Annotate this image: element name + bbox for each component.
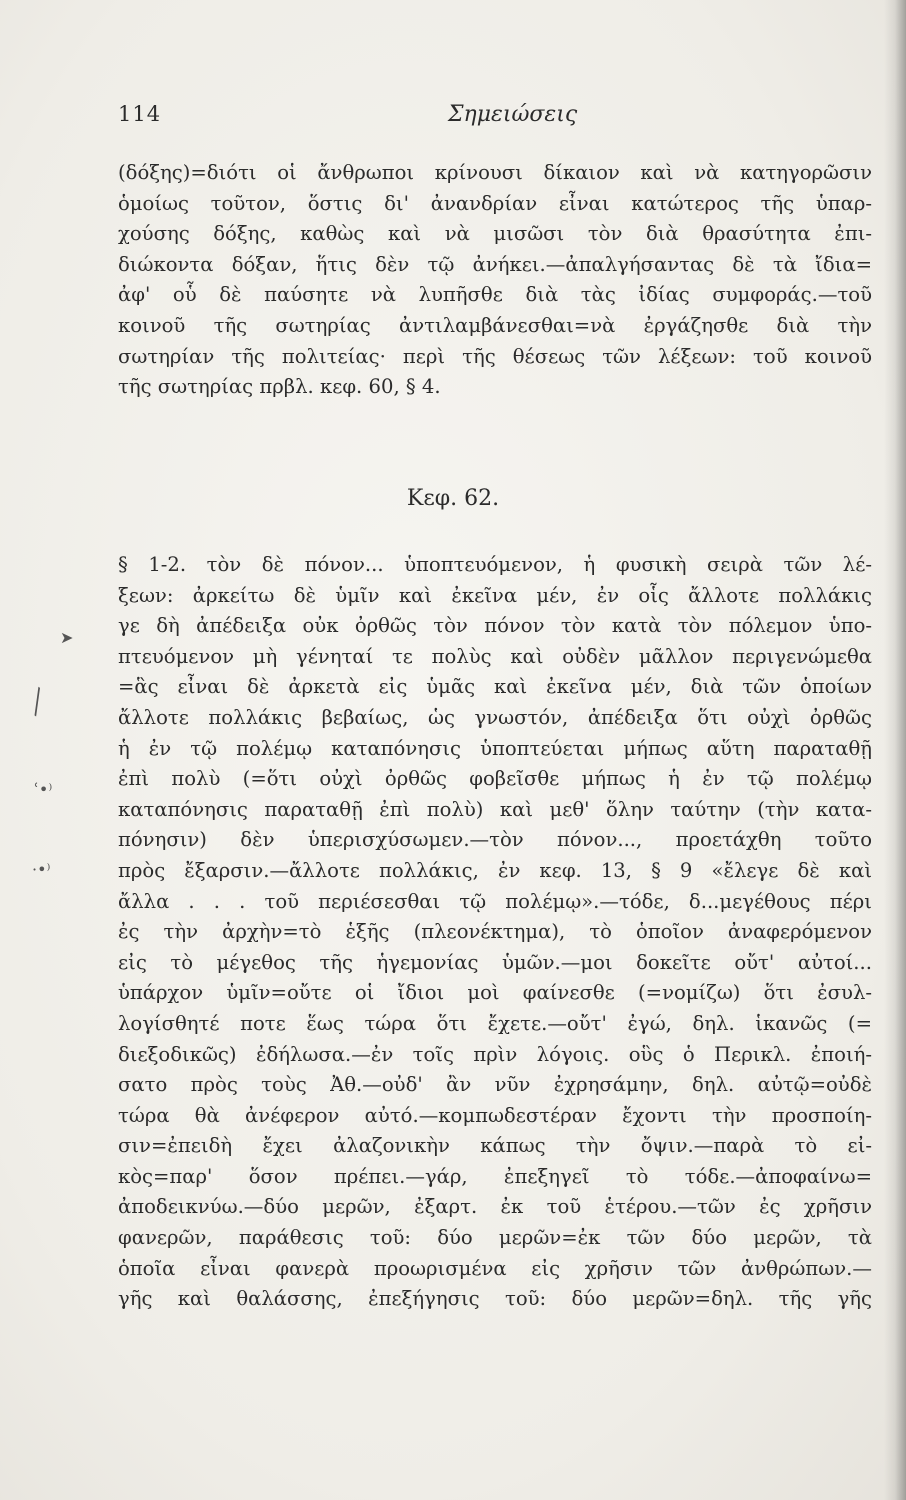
text-line: κὸς=παρ' ὅσον πρέπει.—γάρ, ἐπεξηγεῖ τὸ τόδε.—ἀποφαίνω= xyxy=(118,1164,872,1188)
running-head: Σημειώσεις xyxy=(448,102,578,127)
text-line: ἀφ' οὗ δὲ παύσητε νὰ λυπῆσθε διὰ τὰς ἰδίας συμφοράς.—τοῦ xyxy=(118,283,872,307)
page-number: 114 xyxy=(118,102,162,126)
text-line: ἀποδεικνύω.—δύο μερῶν, ἐξαρτ. ἐκ τοῦ ἑτέρου.—τῶν ἐς χρῆσιν xyxy=(118,1195,872,1219)
text-line: ὁποῖα εἶναι φανερὰ προωρισμένα εἰς χρῆσιν τῶν ἀνθρώπων.— xyxy=(118,1256,872,1280)
chapter-heading: Κεφ. 62. xyxy=(406,486,500,511)
text-line: ὑπάρχον ὑμῖν=οὔτε οἱ ἴδιοι μοὶ φαίνεσθε (=νομίζω) ὅτι ἐσυλ- xyxy=(118,981,872,1005)
text-line: =ἃς εἶναι δὲ ἀρκετὰ εἰς ὑμᾶς καὶ ἐκεῖνα μέν, διὰ τῶν ὁποίων xyxy=(118,675,872,699)
text-line: καταπόνησις παραταθῇ ἐπὶ πολὺ) καὶ μεθ' ὅλην ταύτην (τὴν κατα- xyxy=(118,797,872,821)
text-line: ἄλλα . . . τοῦ περιέσεσθαι τῷ πολέμῳ».—τόδε, δ...μεγέθους πέρι xyxy=(118,889,872,913)
notes-paragraph-1 xyxy=(118,158,872,403)
text-line: ξεων: ἀρκείτω δὲ ὑμῖν καὶ ἐκεῖνα μέν, ἐν οἷς ἄλλοτε πολλάκις xyxy=(118,583,872,607)
text-line: ὁμοίως τοῦτον, ὅστις δι' ἀνανδρίαν εἶναι κατώτερος τῆς ὑπαρ- xyxy=(118,191,872,215)
notes-paragraph-2 xyxy=(118,550,872,1315)
text-line: εἰς τὸ μέγεθος τῆς ἡγεμονίας ὑμῶν.—μοι δοκεῖτε οὔτ' αὐτοί... xyxy=(118,950,872,974)
text-line: χούσης δόξης, καθὼς καὶ νὰ μισῶσι τὸν διὰ θρασύτητα ἐπι- xyxy=(118,222,872,246)
text-line: ἡ ἐν τῷ πολέμῳ καταπόνησις ὑποπτεύεται μήπως αὕτη παραταθῇ xyxy=(118,736,872,760)
page-edge-shadow xyxy=(884,0,906,1500)
text-line: πρὸς ἔξαρσιν.—ἄλλοτε πολλάκις, ἐν κεφ. 13, § 9 «ἔλεγε δὲ καὶ xyxy=(118,858,872,882)
text-line: σατο πρὸς τοὺς Ἀθ.—οὐδ' ἂν νῦν ἐχρησάμην, δηλ. αὐτῷ=οὐδὲ xyxy=(118,1073,872,1097)
text-line: σωτηρίαν τῆς πολιτείας· περὶ τῆς θέσεως τῶν λέξεων: τοῦ κοινοῦ xyxy=(118,344,872,368)
text-line: σιν=ἐπειδὴ ἔχει ἀλαζονικὴν κάπως τὴν ὄψιν.—παρὰ τὸ εἰ- xyxy=(118,1134,872,1158)
text-line: ἐς τὴν ἀρχὴν=τὸ ἑξῆς (πλεονέκτημα), τὸ ὁποῖον ἀναφερόμενον xyxy=(118,920,872,944)
text-line: πτευόμενον μὴ γένηταί τε πολὺς καὶ οὐδὲν μᾶλλον περιγενώμεθα xyxy=(118,644,872,668)
text-line: διώκοντα δόξαν, ἥτις δὲν τῷ ἀνήκει.—ἀπαλγήσαντας δὲ τὰ ἴδια= xyxy=(118,252,872,276)
text-line: διεξοδικῶς) ἐδήλωσα.—ἐν τοῖς πρὶν λόγοις. οὓς ὁ Περικλ. ἐποιή- xyxy=(118,1042,872,1066)
text-line: τώρα θὰ ἀνέφερον αὐτό.—κομπωδεστέραν ἔχοντι τὴν προσποίη- xyxy=(118,1103,872,1127)
margin-arrow-mark: ➤ xyxy=(60,628,74,647)
text-line: (δόξης)=διότι οἱ ἄνθρωποι κρίνουσι δίκαιον καὶ νὰ κατηγορῶσιν xyxy=(118,161,872,184)
text-line: κοινοῦ τῆς σωτηρίας ἀντιλαμβάνεσθαι=νὰ ἐργάζησθε διὰ τὴν xyxy=(118,313,872,337)
text-line: τῆς σωτηρίας πρβλ. κεφ. 60, § 4. xyxy=(118,375,441,399)
text-line: γε δὴ ἀπέδειξα οὐκ ὀρθῶς τὸν πόνον τὸν κατὰ τὸν πόλεμον ὑπο- xyxy=(118,614,872,638)
text-line: γῆς καὶ θαλάσσης, ἐπεξήγησις τοῦ: δύο μερῶν=δηλ. τῆς γῆς xyxy=(118,1287,872,1311)
margin-stroke-mark: ╲ xyxy=(24,688,50,717)
text-line: πόνησιν) δὲν ὑπερισχύσωμεν.—τὸν πόνον..., προετάχθη τοῦτο xyxy=(118,828,872,852)
page-header xyxy=(118,102,870,138)
text-line: ἄλλοτε πολλάκις βεβαίως, ὡς γνωστόν, ἀπέδειξα ὅτι οὐχὶ ὀρθῶς xyxy=(118,705,872,729)
text-line: φανερῶν, παράθεσις τοῦ: δύο μερῶν=ἐκ τῶν δύο μερῶν, τὰ xyxy=(118,1226,872,1250)
text-line: ἐπὶ πολὺ (=ὅτι οὐχὶ ὀρθῶς φοβεῖσθε μήπως ἡ ἐν τῷ πολέμῳ xyxy=(118,767,872,791)
margin-ink-mark: ʿ•⁾ xyxy=(34,780,53,799)
margin-ink-mark: ·•⁾ xyxy=(32,860,51,879)
text-line: § 1-2. τὸν δὲ πόνον... ὑποπτευόμενον, ἡ φυσικὴ σειρὰ τῶν λέ- xyxy=(118,553,872,576)
text-line: λογίσθητέ ποτε ἕως τώρα ὅτι ἔχετε.—οὔτ' ἐγώ, δηλ. ἱκανῶς (= xyxy=(118,1011,872,1035)
